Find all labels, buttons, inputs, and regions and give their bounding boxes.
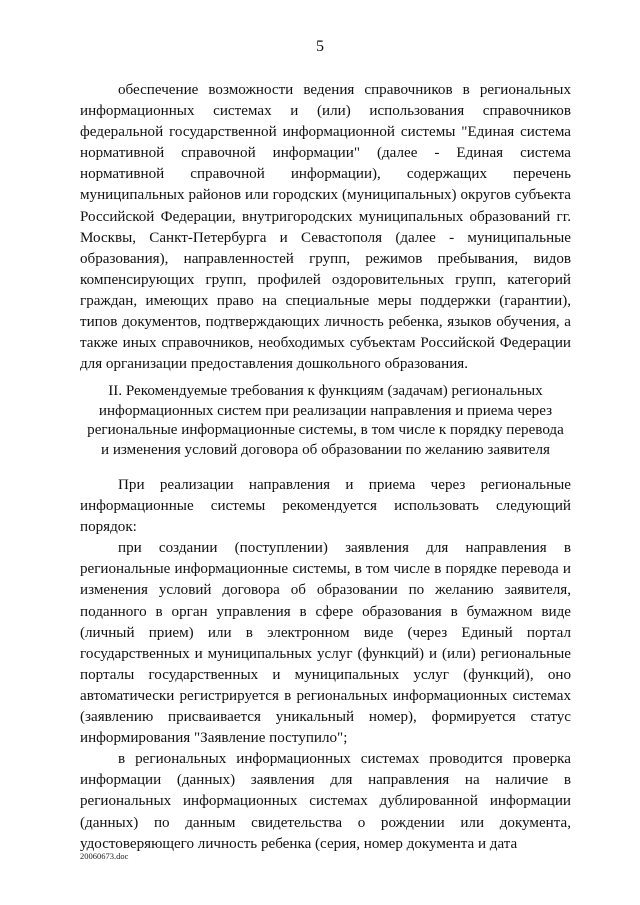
paragraph-duplicate-check: в региональных информационных системах проводится проверка информации (данных) заявления для направления на наличие в региональных информационных системах дублированной информации (данных) по данным свидетельства о рождении или документа, удостоверяющего личность ребенка (серия, номер документа и дата <box>80 751 571 852</box>
body-text-top <box>80 80 571 375</box>
paragraph-procedure-intro: При реализации направления и приема через региональные информационные системы рекомендуется использовать следующий порядок: <box>80 477 571 536</box>
page-number: 5 <box>316 38 324 55</box>
paragraph-reference-books: обеспечение возможности ведения справочников в региональных информационных системах и (или) использования справочников федеральной государственной информационной системы "Единая система нормативной справочной информации" (далее - Единая система нормативной справочной информации), содержащих перечень муниципальных районов или городских (муниципальных) округов субъекта Российской Федерации, внутригородских муниципальных образований гг. Москвы, Санкт-Петербурга и Севастополя (далее - муниципальные образования), направленностей групп, режимов пребывания, видов компенсирующих групп, профилей оздоровительных групп, категорий граждан, имеющих право на специальные меры поддержки (гарантии), типов документов, подтверждающих личность ребенка, языков обучения, а также иных справочников, необходимых субъектам Российской Федерации для организации предоставления дошкольного образования. <box>80 82 571 373</box>
paragraph-application-registration: при создании (поступлении) заявления для направления в региональные информационные системы, в том числе в порядке перевода и изменения условий договора об образовании по желанию заявителя, поданного в орган управления в сфере образования в бумажном виде (личный прием) или в электронном виде (через Единый портал государственных и муниципальных услуг (функций) и (или) региональные порталы государственных и муниципальных услуг (функций), оно автоматически регистрируется в региональных информационных системах (заявлению присваивается уникальный номер), формируется статус информирования "Заявление поступило"; <box>80 540 571 747</box>
section-heading <box>80 382 571 460</box>
section-heading-line: и изменения условий договора об образовании по желанию заявителя <box>100 441 550 458</box>
section-heading-line: II. Рекомендуемые требования к функциям (задачам) региональных <box>108 383 543 399</box>
body-text-bottom <box>80 475 571 855</box>
section-heading-line: информационных систем при реализации направления и приема через <box>98 402 553 419</box>
section-heading-line: региональные информационные системы, в том числе к порядку перевода <box>87 422 564 438</box>
footer-filename: 20060673.doc <box>80 851 129 861</box>
